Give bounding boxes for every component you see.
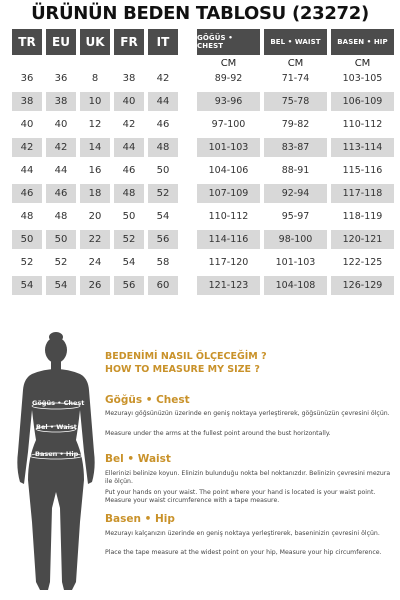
cell-hip: 122-125 — [342, 257, 383, 268]
cell-fr: 46 — [122, 165, 136, 176]
cell-chest: 97-100 — [211, 119, 246, 130]
cell-hip: 106-109 — [331, 92, 394, 111]
cell-it: 60 — [148, 276, 178, 295]
table-row — [0, 113, 400, 136]
cell-waist: 101-103 — [275, 257, 316, 268]
cell-eu: 44 — [54, 165, 68, 176]
cell-chest: 104-106 — [208, 165, 249, 176]
cell-waist: 71-74 — [281, 73, 310, 84]
table-row — [0, 67, 400, 90]
cell-tr: 52 — [20, 257, 34, 268]
figure-label-waist: Bel • Waist — [36, 423, 77, 431]
header-uk: UK — [80, 29, 110, 55]
chest-instructions-tr: Mezurayı göğsünüzün üzerinde en geniş noktaya yerleştirerek, göğsünüzün çevresini ölçün. — [105, 410, 390, 417]
cell-tr: 42 — [12, 138, 42, 157]
cell-waist: 104-108 — [264, 276, 327, 295]
cell-tr: 50 — [12, 230, 42, 249]
cell-hip: 126-129 — [331, 276, 394, 295]
cell-fr: 38 — [122, 73, 136, 84]
cell-uk: 20 — [88, 211, 102, 222]
header-tr: TR — [12, 29, 42, 55]
silhouette-figure-icon — [12, 332, 100, 594]
cell-chest: 110-112 — [208, 211, 249, 222]
cell-uk: 24 — [88, 257, 102, 268]
cell-chest: 121-123 — [197, 276, 260, 295]
cell-tr: 54 — [12, 276, 42, 295]
table-row — [0, 251, 400, 274]
header-fr: FR — [114, 29, 144, 55]
cell-tr: 46 — [12, 184, 42, 203]
cell-fr: 52 — [114, 230, 144, 249]
figure-label-hip: Basen • Hip — [35, 450, 79, 458]
cell-eu: 42 — [46, 138, 76, 157]
waist-instructions-en: Put your hands on your waist. The point where your hand is located is your waist point. Measure your waist circumference with a tape measure. — [105, 489, 376, 504]
cell-fr: 48 — [114, 184, 144, 203]
unit-label-hip: CM — [354, 58, 371, 69]
cell-hip: 117-118 — [331, 184, 394, 203]
cell-chest: 107-109 — [197, 184, 260, 203]
cell-waist: 75-78 — [264, 92, 327, 111]
figure-label-chest: Göğüs • Chest — [32, 399, 85, 407]
cell-it: 58 — [156, 257, 170, 268]
cell-hip: 103-105 — [342, 73, 383, 84]
cell-chest: 101-103 — [197, 138, 260, 157]
section-title-hip: Basen • Hip — [105, 513, 175, 525]
header-eu: EU — [46, 29, 76, 55]
cell-fr: 56 — [114, 276, 144, 295]
header-hip: BASEN • HIP — [331, 29, 394, 55]
table-row — [0, 205, 400, 228]
cell-tr: 48 — [20, 211, 34, 222]
cell-hip: 115-116 — [342, 165, 383, 176]
cell-hip: 120-121 — [331, 230, 394, 249]
cell-eu: 54 — [46, 276, 76, 295]
header-chest: GÖĞÜS • CHEST — [197, 29, 260, 55]
cell-eu: 36 — [54, 73, 68, 84]
how-to-title-tr: BEDENİMİ NASIL ÖLÇECEĞİM ? — [105, 351, 267, 362]
cell-fr: 44 — [114, 138, 144, 157]
cell-waist: 95-97 — [281, 211, 310, 222]
cell-waist: 79-82 — [281, 119, 310, 130]
hip-instructions-tr: Mezurayı kalçanızın üzerinde en geniş noktaya yerleştirerek, baseninizin çevresini ölçün. — [105, 530, 380, 537]
cell-it: 52 — [148, 184, 178, 203]
cell-chest: 114-116 — [197, 230, 260, 249]
body-silhouette — [12, 332, 100, 594]
cell-chest: 117-120 — [208, 257, 249, 268]
cell-hip: 110-112 — [342, 119, 383, 130]
how-to-title-en: HOW TO MEASURE MY SIZE ? — [105, 364, 260, 375]
cell-it: 48 — [148, 138, 178, 157]
cell-uk: 10 — [80, 92, 110, 111]
cell-uk: 22 — [80, 230, 110, 249]
cell-fr: 54 — [122, 257, 136, 268]
cell-waist: 98-100 — [264, 230, 327, 249]
cell-eu: 40 — [54, 119, 68, 130]
table-row — [0, 228, 400, 251]
table-row — [0, 159, 400, 182]
cell-fr: 42 — [122, 119, 136, 130]
unit-label-waist: CM — [287, 58, 304, 69]
table-row — [0, 274, 400, 297]
cell-it: 42 — [156, 73, 170, 84]
cell-fr: 50 — [122, 211, 136, 222]
section-title-waist: Bel • Waist — [105, 453, 171, 465]
chest-instructions-en: Measure under the arms at the fullest point around the bust horizontally. — [105, 430, 331, 437]
cell-tr: 36 — [20, 73, 34, 84]
header-it: IT — [148, 29, 178, 55]
cell-fr: 40 — [114, 92, 144, 111]
cell-it: 56 — [148, 230, 178, 249]
page-title: ÜRÜNÜN BEDEN TABLOSU (23272) — [31, 3, 369, 24]
cell-waist: 83-87 — [264, 138, 327, 157]
table-row — [0, 90, 400, 113]
table-row — [0, 182, 400, 205]
unit-label-chest: CM — [220, 58, 237, 69]
cell-chest: 93-96 — [197, 92, 260, 111]
cell-eu: 46 — [46, 184, 76, 203]
cell-it: 46 — [156, 119, 170, 130]
cell-it: 50 — [156, 165, 170, 176]
cell-uk: 16 — [88, 165, 102, 176]
cell-chest: 89-92 — [214, 73, 243, 84]
cell-it: 44 — [148, 92, 178, 111]
cell-tr: 38 — [12, 92, 42, 111]
cell-hip: 113-114 — [331, 138, 394, 157]
cell-uk: 12 — [88, 119, 102, 130]
cell-hip: 118-119 — [342, 211, 383, 222]
cell-eu: 38 — [46, 92, 76, 111]
cell-waist: 88-91 — [281, 165, 310, 176]
hip-instructions-en: Place the tape measure at the widest point on your hip, Measure your hip circumference. — [105, 549, 382, 556]
waist-instructions-tr: Ellerinizi belinize koyun. Elinizin bulunduğu nokta bel noktanızdır. Belinizin çevresini mezura ile ölçün. — [105, 470, 391, 485]
cell-tr: 44 — [20, 165, 34, 176]
cell-eu: 48 — [54, 211, 68, 222]
cell-it: 54 — [156, 211, 170, 222]
cell-uk: 14 — [80, 138, 110, 157]
cell-tr: 40 — [20, 119, 34, 130]
section-title-chest: Göğüs • Chest — [105, 394, 190, 406]
header-waist: BEL • WAIST — [264, 29, 327, 55]
cell-eu: 50 — [46, 230, 76, 249]
cell-uk: 18 — [80, 184, 110, 203]
cell-uk: 26 — [80, 276, 110, 295]
cell-uk: 8 — [91, 73, 99, 84]
size-table — [0, 67, 400, 297]
table-row — [0, 136, 400, 159]
cell-eu: 52 — [54, 257, 68, 268]
cell-waist: 92-94 — [264, 184, 327, 203]
